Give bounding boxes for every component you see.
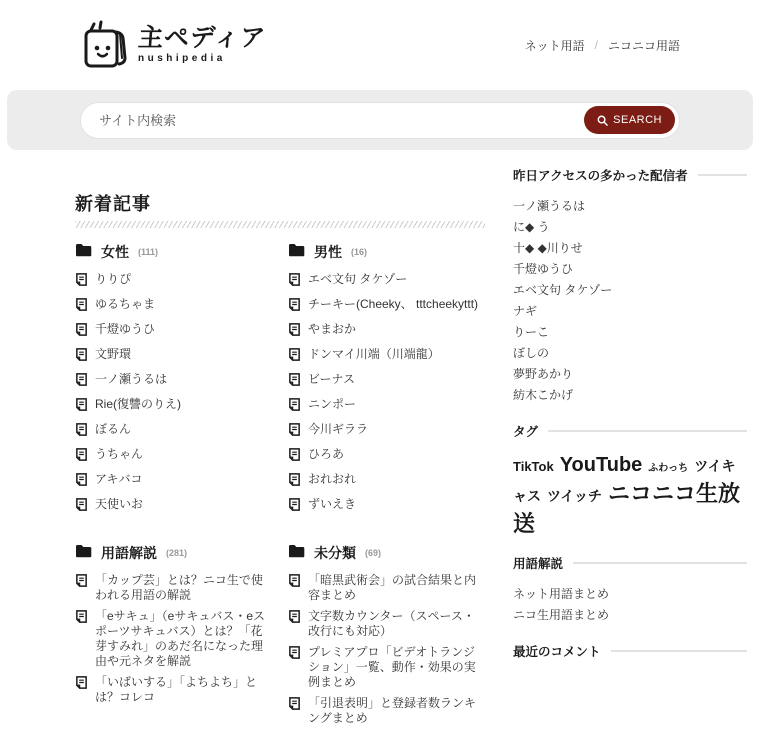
heading-rule	[698, 174, 747, 176]
article-link[interactable]: おれおれ	[288, 469, 485, 494]
article-link[interactable]: プレミアプロ「ビデオトランジション」一覧、動作・効果の実例まとめ	[288, 642, 485, 693]
document-icon	[288, 298, 301, 316]
heading-underline	[75, 221, 485, 228]
streamer-link[interactable]: 一ノ瀬うるは	[513, 199, 586, 213]
tag-link[interactable]: ふわっち	[648, 463, 689, 474]
sidebar-popular-streamers	[513, 166, 747, 406]
article-link[interactable]: りりぴ	[75, 269, 272, 294]
document-icon	[75, 373, 88, 391]
new-articles-heading: 新着記事	[75, 194, 151, 214]
document-icon	[288, 323, 301, 341]
document-icon	[288, 473, 301, 491]
nav-separator: /	[594, 38, 598, 52]
streamer-link[interactable]: 紡木こかげ	[513, 388, 574, 402]
sidebar-heading: 用語解説	[513, 554, 747, 572]
sidebar-heading: 最近のコメント	[513, 642, 747, 660]
article-link[interactable]: 千燈ゆうひ	[75, 319, 272, 344]
article-link[interactable]: 文字数カウンター（スペース・改行にも対応）	[288, 606, 485, 642]
sidebar-tags	[513, 422, 747, 538]
document-icon	[75, 323, 88, 341]
document-icon	[288, 398, 301, 416]
category-count: (69)	[365, 548, 382, 558]
category-name: 男性	[314, 244, 342, 260]
document-icon	[75, 610, 88, 628]
article-link[interactable]: ぼるん	[75, 419, 272, 444]
article-link[interactable]: 「いばいする」「よちよち」とは？コレコ	[75, 672, 272, 708]
document-icon	[75, 348, 88, 366]
document-icon	[75, 574, 88, 592]
category-block-male	[288, 242, 485, 519]
sidebar-heading: タグ	[513, 422, 747, 440]
glossary-link[interactable]: ニコ生用語まとめ	[513, 608, 610, 623]
document-icon	[288, 348, 301, 366]
nav-niconico-terms[interactable]: ニコニコ用語	[607, 38, 680, 53]
tag-link[interactable]: ツイキャス	[513, 458, 736, 504]
category-count: (16)	[351, 247, 368, 257]
category-count: (111)	[138, 247, 159, 257]
article-link[interactable]: エベ文句 タケゾー	[288, 269, 485, 294]
streamer-link[interactable]: ナギ	[513, 304, 538, 318]
document-icon	[75, 473, 88, 491]
article-link[interactable]: ずいえき	[288, 494, 485, 519]
search-form	[80, 102, 680, 139]
article-link[interactable]: Rie(復讐のりえ)	[75, 394, 272, 419]
category-name: 用語解説	[101, 545, 157, 561]
category-block-glossary	[75, 543, 272, 729]
document-icon	[288, 697, 301, 715]
streamer-link[interactable]: りーこ	[513, 325, 550, 339]
document-icon	[288, 498, 301, 516]
article-link[interactable]: うちゃん	[75, 444, 272, 469]
site-header	[0, 0, 760, 90]
book-mascot-icon	[80, 18, 132, 72]
category-header[interactable]	[75, 242, 272, 262]
category-name: 女性	[101, 244, 129, 260]
category-header[interactable]	[288, 543, 485, 563]
article-link[interactable]: アキバコ	[75, 469, 272, 494]
sidebar	[513, 150, 747, 729]
category-count: (281)	[166, 548, 188, 558]
category-block-female	[75, 242, 272, 519]
category-name: 未分類	[314, 545, 356, 561]
article-link[interactable]: ドンマイ川端（川端龍）	[288, 344, 485, 369]
article-link[interactable]: 「引退表明」と登録者数ランキングまとめ	[288, 693, 485, 729]
document-icon	[75, 448, 88, 466]
streamer-link[interactable]: エベ文句 タケゾー	[513, 283, 613, 297]
search-section	[7, 90, 753, 150]
sidebar-recent-comments	[513, 642, 747, 660]
category-header[interactable]	[75, 543, 272, 563]
document-icon	[75, 498, 88, 516]
logo-title: 主ペディア	[137, 24, 268, 52]
tag-cloud	[513, 452, 747, 538]
heading-rule	[573, 562, 747, 564]
article-link[interactable]: やまおか	[288, 319, 485, 344]
article-link[interactable]: ひろあ	[288, 444, 485, 469]
document-icon	[288, 646, 301, 664]
document-icon	[288, 610, 301, 628]
article-link[interactable]: チーキー(Cheeky、 tttcheekyttt)	[288, 294, 485, 319]
document-icon	[288, 448, 301, 466]
tag-link[interactable]: ニコニコ生放送	[513, 481, 741, 536]
folder-icon	[288, 544, 305, 563]
article-link[interactable]: 今川ギララ	[288, 419, 485, 444]
document-icon	[75, 298, 88, 316]
tag-link[interactable]: YouTube	[559, 454, 643, 476]
document-icon	[75, 423, 88, 441]
search-button[interactable]	[584, 106, 675, 134]
document-icon	[288, 373, 301, 391]
heading-rule	[548, 430, 747, 432]
streamer-link[interactable]: 千燈ゆうひ	[513, 262, 574, 276]
logo-subtitle: nushipedia	[138, 53, 226, 64]
document-icon	[75, 273, 88, 291]
main-content	[75, 150, 485, 729]
header-nav	[525, 37, 680, 54]
streamer-link[interactable]: ぼしの	[513, 346, 550, 360]
site-logo[interactable]	[80, 18, 266, 72]
article-link[interactable]: 文野環	[75, 344, 272, 369]
document-icon	[288, 574, 301, 592]
article-link[interactable]: 「カップ芸」とは？ニコ生で使われる用語の解説	[75, 570, 272, 606]
document-icon	[288, 423, 301, 441]
nav-net-terms[interactable]: ネット用語	[524, 38, 585, 53]
article-link[interactable]: 一ノ瀬うるは	[75, 369, 272, 394]
glossary-link[interactable]: ネット用語まとめ	[513, 587, 610, 602]
heading-rule	[611, 650, 747, 652]
article-link[interactable]: 天使いお	[75, 494, 272, 519]
article-link[interactable]: ニンポー	[288, 394, 485, 419]
tag-link[interactable]: TikTok	[513, 459, 554, 474]
streamer-link[interactable]: 十◆ ◆川りせ	[513, 241, 583, 255]
document-icon	[75, 676, 88, 694]
sidebar-heading: 昨日アクセスの多かった配信者	[513, 166, 747, 184]
search-icon	[597, 115, 608, 126]
tag-link[interactable]: ツイッチ	[547, 488, 603, 504]
sidebar-glossary	[513, 554, 747, 626]
article-link[interactable]: ビーナス	[288, 369, 485, 394]
article-link[interactable]: ゆるちゃま	[75, 294, 272, 319]
folder-icon	[75, 243, 92, 262]
document-icon	[75, 398, 88, 416]
streamer-link[interactable]: 夢野あかり	[513, 367, 574, 381]
article-link[interactable]: 「eサキュ」（eサキュバス・eスポーツサキュバス）とは？「花芽すみれ」のあだ名になった理由や元ネタを解説	[75, 606, 272, 672]
streamer-link[interactable]: に◆ う	[513, 220, 550, 234]
search-button-label: SEARCH	[613, 114, 662, 126]
folder-icon	[75, 544, 92, 563]
category-header[interactable]	[288, 242, 485, 262]
document-icon	[288, 273, 301, 291]
folder-icon	[288, 243, 305, 262]
category-block-uncategorized	[288, 543, 485, 729]
article-link[interactable]: 「暗黒武術会」の試合結果と内容まとめ	[288, 570, 485, 606]
